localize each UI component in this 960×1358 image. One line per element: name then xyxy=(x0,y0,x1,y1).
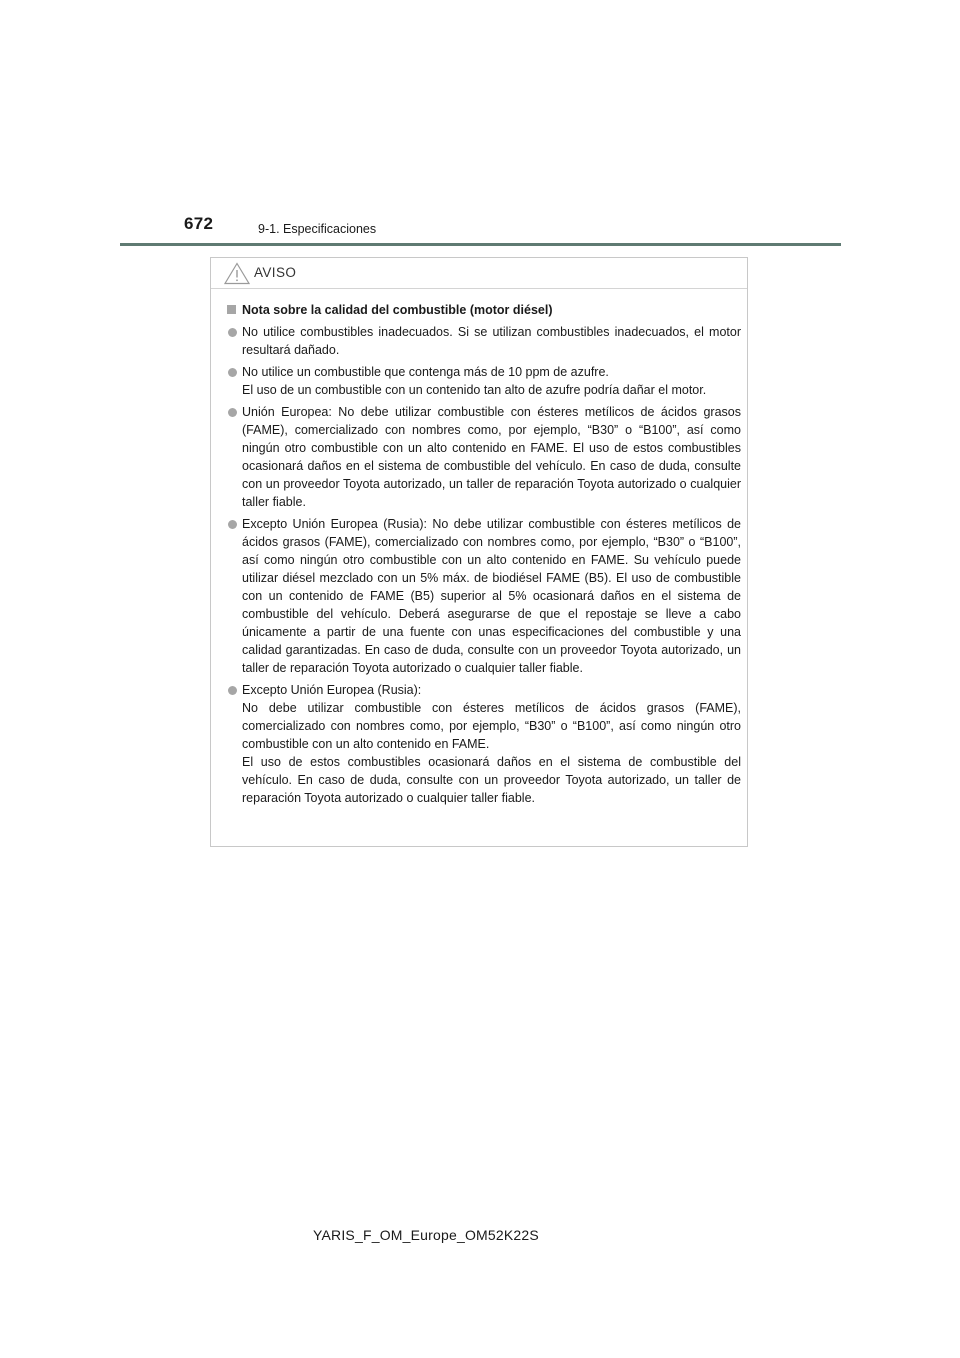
bullet-dot-icon xyxy=(228,328,237,337)
section-title: 9-1. Especificaciones xyxy=(258,222,377,236)
bullet-dot-icon xyxy=(228,368,237,377)
header-rule xyxy=(120,243,841,246)
page-number: 672 xyxy=(184,214,214,233)
list-item xyxy=(226,681,741,807)
bullet-paragraph: El uso de estos combustibles ocasionará daños en el sistema de combustible del vehículo. En caso de duda, consulte con un proveedor Toyota autorizado, un taller de reparación Toyota autorizado o cualquier taller fiable. xyxy=(242,755,741,805)
list-item xyxy=(226,323,741,359)
list-item xyxy=(226,363,741,399)
bullet-paragraph: Unión Europea: No debe utilizar combustible con ésteres metílicos de ácidos grasos (FAME), comercializado con nombres como, por ejemplo, “B30” o “B100”, así como ningún otro combustible con un alto contenido en FAME. El uso de estos combustibles ocasionará daños en el sistema de combustible del vehículo. En caso de duda, consulte con un proveedor Toyota autorizado, un taller de reparación Toyota autorizado o cualquier taller fiable. xyxy=(242,405,741,509)
warning-box xyxy=(210,257,748,847)
bullet-paragraph: Excepto Unión Europea (Rusia): xyxy=(242,683,422,697)
square-bullet-icon xyxy=(227,305,236,314)
bullet-paragraph: No utilice un combustible que contenga más de 10 ppm de azufre. xyxy=(242,365,609,379)
bullet-dot-icon xyxy=(228,686,237,695)
warning-triangle-icon xyxy=(224,262,250,285)
bullet-dot-icon xyxy=(228,520,237,529)
bullet-paragraph: Excepto Unión Europea (Rusia): No debe utilizar combustible con ésteres metílicos de ácidos grasos (FAME), comercializado con nombres como, por ejemplo, “B30” o “B100”, así como ningún otro combustible con un alto contenido en FAME. Su vehículo puede utilizar diésel mezclado con un 5% máx. de biodiésel FAME (B5). El uso de combustible con un contenido de FAME (B5) superior al 5% ocasionará daños en el sistema de combustible del vehículo. Deberá asegurarse de que el repostaje se lleve a cabo únicamente a partir de una fuente con unas especificaciones del combustible y una calidad garantizadas. En caso de duda, consulte con un proveedor Toyota autorizado, un taller de reparación Toyota autorizado o cualquier taller fiable. xyxy=(242,517,741,675)
bullet-paragraph: No utilice combustibles inadecuados. Si se utilizan combustibles inadecuados, el motor resultará dañado. xyxy=(242,325,741,357)
list-item xyxy=(226,515,741,677)
bullet-paragraph: El uso de un combustible con un contenido tan alto de azufre podría dañar el motor. xyxy=(242,383,707,397)
warning-label: AVISO xyxy=(254,265,297,280)
warning-header xyxy=(211,258,747,289)
list-item xyxy=(226,403,741,511)
warning-heading xyxy=(226,301,741,319)
document-code: YARIS_F_OM_Europe_OM52K22S xyxy=(313,1227,539,1243)
bullet-paragraph: No debe utilizar combustible con ésteres metílicos de ácidos grasos (FAME), comercializado con nombres como, por ejemplo, “B30” o “B100”, así como ningún otro combustible con un alto contenido en FAME. xyxy=(242,701,741,751)
warning-body xyxy=(211,289,747,807)
page-header xyxy=(0,0,960,250)
warning-bullet-list xyxy=(226,323,741,807)
warning-heading-text: Nota sobre la calidad del combustible (motor diésel) xyxy=(242,303,553,317)
bullet-dot-icon xyxy=(228,408,237,417)
